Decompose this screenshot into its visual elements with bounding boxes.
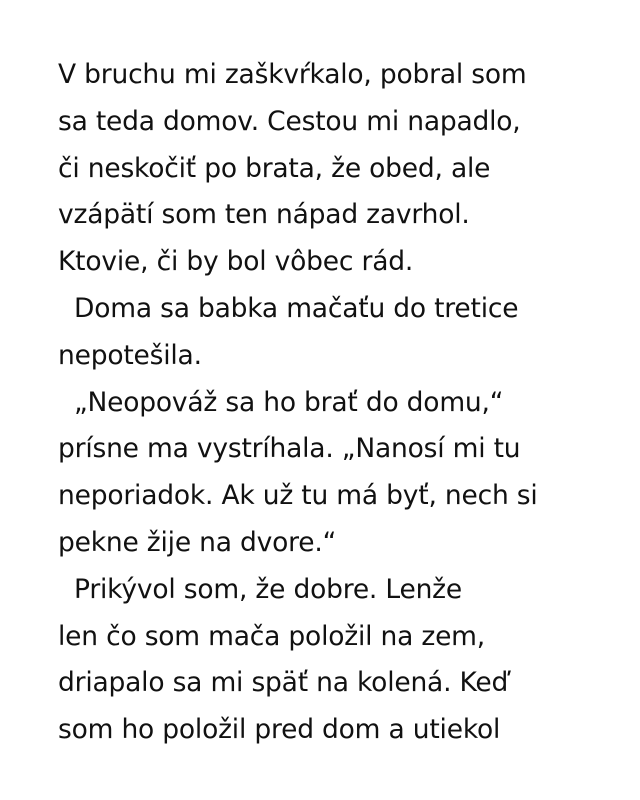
paragraph-start-line: „Neopováž sa ho brať do domu,“ <box>74 386 504 418</box>
paragraph-start-line: Prikývol som, že dobre. Lenže <box>74 573 462 605</box>
text-line: vzápätí som ten nápad zavrhol. <box>58 199 470 231</box>
text-line: len čo som mača položil na zem, <box>58 620 486 652</box>
story-text <box>58 52 618 754</box>
text-line: nepotešila. <box>58 339 202 371</box>
text-line: sa teda domov. Cestou mi napadlo, <box>58 105 521 137</box>
text-line: som ho položil pred dom a utiekol <box>58 714 501 746</box>
paragraph-start-line: Doma sa babka mačaťu do tretice <box>74 292 519 324</box>
text-line: neporiadok. Ak už tu má byť, nech si <box>58 480 538 512</box>
text-line: pekne žije na dvore.“ <box>58 526 337 558</box>
text-line: či neskočiť po brata, že obed, ale <box>58 152 491 184</box>
text-line: Ktovie, či by bol vôbec rád. <box>58 246 414 278</box>
text-line: prísne ma vystríhala. „Nanosí mi tu <box>58 433 521 465</box>
text-line: driapalo sa mi späť na kolená. Keď <box>58 667 509 699</box>
text-line: V bruchu mi zaškvŕkalo, pobral som <box>58 59 527 90</box>
